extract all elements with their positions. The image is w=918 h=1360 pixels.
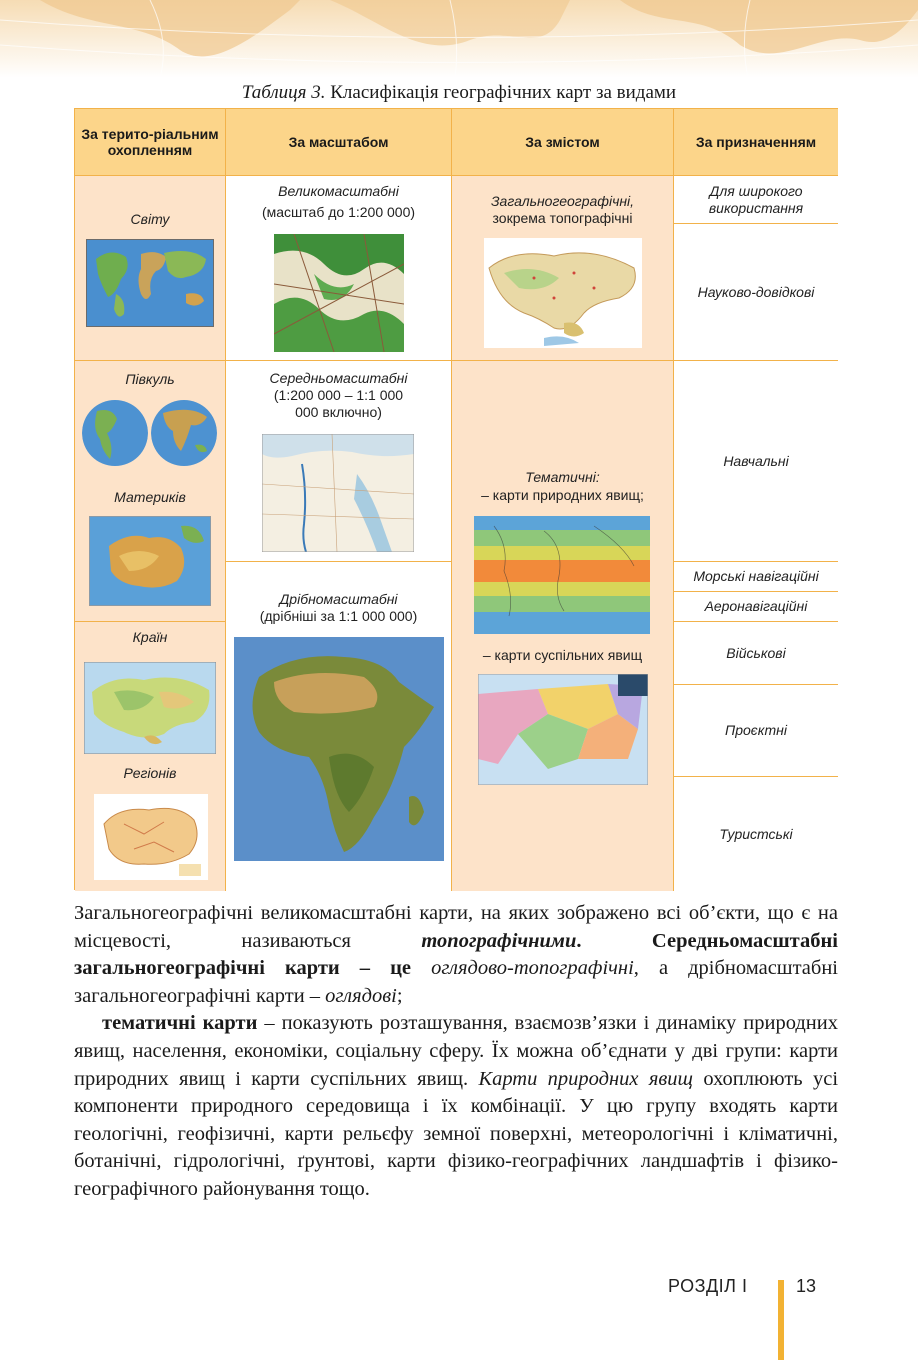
territorial-countries-cell xyxy=(75,622,226,891)
term-overview: оглядові xyxy=(325,984,397,1007)
scale-medium-name: Середньомасштабні xyxy=(269,370,408,386)
header-purpose: За призначенням xyxy=(674,109,838,176)
political-thematic-map-image xyxy=(478,674,648,785)
territorial-regions-label: Регіонів xyxy=(123,765,177,781)
term-topographic: топографічними xyxy=(421,929,577,952)
header-territorial: За терито-ріальним охопленням xyxy=(75,109,226,176)
p1-text-b: . Середньомасштабні загальногеографічні карти – це xyxy=(74,929,838,980)
footer-accent-bar xyxy=(778,1280,784,1360)
content-thematic-name: Тематичні: xyxy=(525,469,600,485)
western-hemisphere-image xyxy=(82,399,148,467)
scale-small-name: Дрібномасштабні xyxy=(279,591,398,607)
paragraph-thematic-maps xyxy=(74,1010,838,1203)
table-caption-label: Таблиця 3. xyxy=(241,82,326,103)
table-caption-text: Класифікація географічних карт за видами xyxy=(330,82,677,103)
territorial-world-cell xyxy=(75,176,226,361)
purpose-wide-use: Для широкого використання xyxy=(674,176,838,224)
term-thematic-maps: тематичні карти xyxy=(102,1012,258,1035)
scale-medium-cell xyxy=(226,361,452,562)
table-caption xyxy=(0,82,918,104)
country-map-image xyxy=(84,662,216,754)
territorial-hemispheres-label: Півкуль xyxy=(125,371,175,387)
scale-small-cell xyxy=(226,562,452,891)
scale-large-cell xyxy=(226,176,452,361)
climate-thematic-map-image xyxy=(474,516,650,634)
content-general-name: Загальногеографічні, xyxy=(490,193,635,209)
purpose-tourist: Туристські xyxy=(674,777,838,891)
term-natural-phenomena-maps: Карти природних явищ xyxy=(478,1067,694,1090)
content-thematic-cell xyxy=(452,361,674,891)
purpose-military: Військові xyxy=(674,622,838,685)
p2-text-a: – показують розташування, взаємозв’язки і динаміку природних явищ, населення, економіки, соціальну сферу. Їх можна об’єднати у дві групи: карти природних явищ і карти суспільних явищ. xyxy=(74,1012,838,1090)
scale-large-detail: (масштаб до 1:200 000) xyxy=(261,204,416,220)
territorial-hemispheres-cell xyxy=(75,361,226,622)
eastern-hemisphere-image xyxy=(151,399,217,467)
medium-scale-map-image xyxy=(262,434,414,552)
map-classification-table xyxy=(74,108,838,890)
content-general-cell xyxy=(452,176,674,361)
territorial-world-label: Світу xyxy=(130,211,170,227)
world-map-image xyxy=(86,239,214,327)
scale-large-name: Великомасштабні xyxy=(278,183,399,199)
p1-text-d: ; xyxy=(396,984,403,1007)
purpose-educational: Навчальні xyxy=(674,361,838,562)
header-content: За змістом xyxy=(452,109,674,176)
p1-text-a: Загальногеографічні великомасштабні карти, на яких зображено всі об’єкти, що є на місцевості, називаються xyxy=(74,902,838,952)
content-general-detail: зокрема топографічні xyxy=(492,210,633,226)
p1-text-c: , а дрібномасштабні загальногеографічні карти – xyxy=(74,957,838,1007)
territorial-continents-label: Материків xyxy=(114,489,186,505)
page-number: 13 xyxy=(796,1276,817,1296)
topographic-large-scale-image xyxy=(274,234,404,352)
content-thematic-natural: – карти природних явищ; xyxy=(481,487,644,503)
africa-small-scale-map-image xyxy=(234,637,444,861)
australia-map-image xyxy=(89,516,211,606)
content-thematic-social: – карти суспільних явищ xyxy=(482,647,643,663)
scale-medium-detail: (1:200 000 – 1:1 000 000 включно) xyxy=(273,387,404,420)
header-scale: За масштабом xyxy=(226,109,452,176)
paragraph-general-maps xyxy=(74,900,838,1010)
purpose-scientific-reference: Науково-довідкові xyxy=(674,224,838,361)
p2-text-b: охоплюють усі компоненти природного середовища і їх комбінації. У цю групу входять карти геологічні, геофізичні, карти рельєфу земної поверхні, метеорологічні і кліматичні, ботанічні, гідрологічні, ґрунтові, карти фізико-географічних ландшафтів і фізико-географічного районування тощо. xyxy=(74,1067,839,1200)
territorial-countries-label: Країн xyxy=(132,629,168,645)
region-map-image xyxy=(94,794,208,880)
purpose-project: Проєктні xyxy=(674,685,838,777)
ukraine-general-map-image xyxy=(484,238,642,348)
scale-small-detail: (дрібніші за 1:1 000 000) xyxy=(259,608,418,624)
top-world-map-banner xyxy=(0,0,918,78)
purpose-marine-navigation: Морські навігаційні xyxy=(674,562,838,592)
purpose-aeronavigation: Аеронавігаційні xyxy=(674,592,838,622)
footer-section-label: РОЗДІЛ І xyxy=(668,1276,748,1296)
term-overview-topographic: оглядово-топографічні xyxy=(431,957,634,980)
body-text xyxy=(74,900,838,1204)
